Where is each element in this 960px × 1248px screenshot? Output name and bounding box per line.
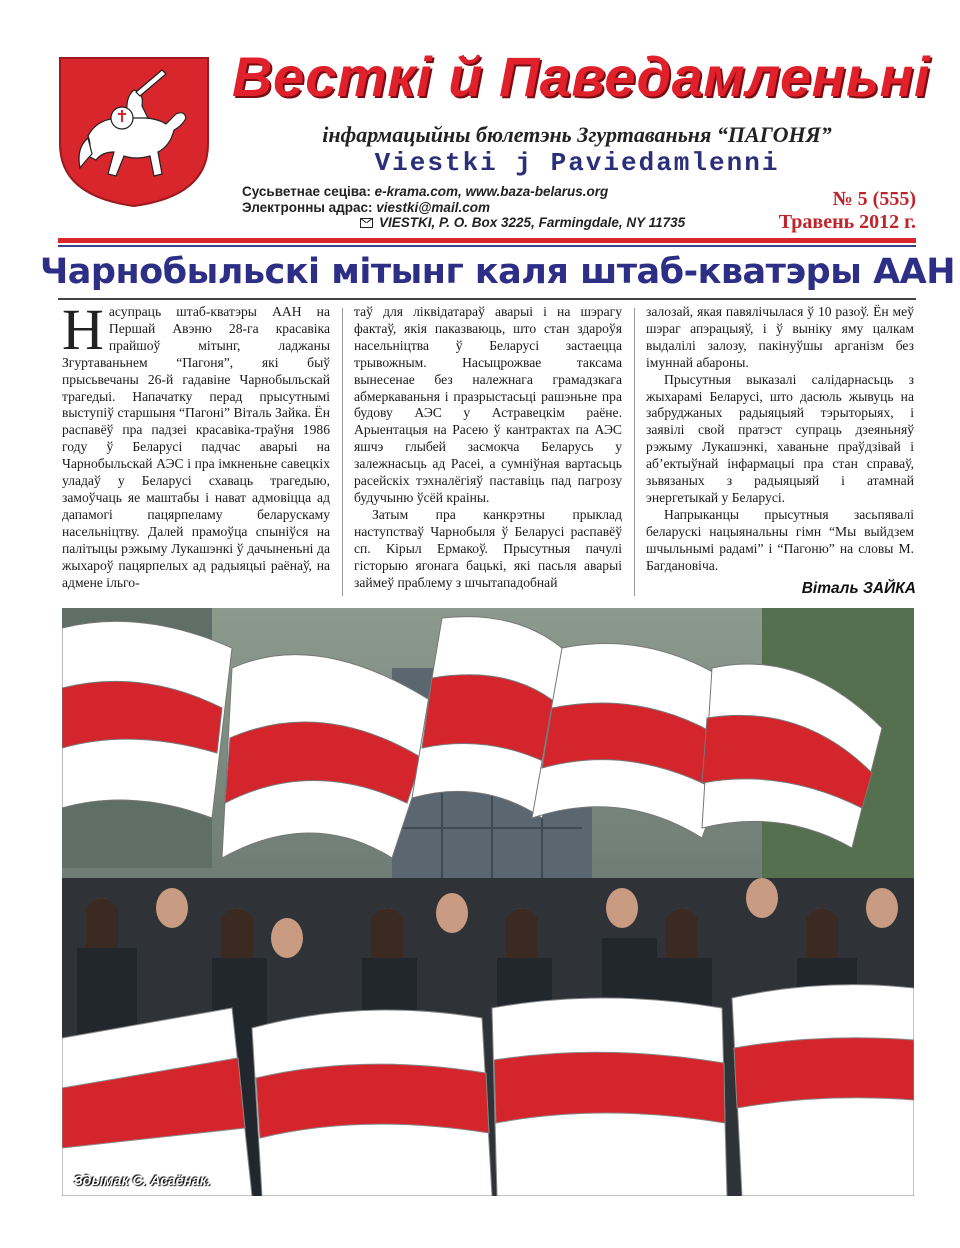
column-divider (342, 308, 343, 596)
email-label: Электронны адрас: (242, 199, 373, 215)
article-body (62, 304, 918, 600)
postal-row (242, 215, 762, 231)
article-paragraph: Напрыканцы прысутныя засьпявалі беларускі нацыянальны гімн “Мы выйдзем шчыльнымі радамі” і “Пагоню” на словы М. Багдановіча. (646, 506, 914, 573)
headline-divider (58, 298, 916, 300)
masthead-latin-title: Viestki j Paviedamlenni (374, 148, 780, 178)
masthead-subtitle: інфармацыйны бюлетэнь Згуртаваньня “ПАГОНЯ” (322, 122, 832, 147)
issue-info (779, 188, 916, 234)
article-column-1 (62, 304, 330, 604)
rally-photo (62, 608, 914, 1196)
article-paragraph: таў для ліквідатараў аварыі і на шэрагу фактаў, якія паказваюць, што стан здароўя насельніцтва ў Беларусі застаецца трывожным. Насыцрожвае таксама вынесенае без належнага грамадзкага абмеркаваньня і празрыстасьці рашэньне пра будову АЭС у Астравецкім раёне. Арыентацыя на Расею ў кантрактах па АЭС яшчэ глыбей засмокча Беларусь у залежнасьць ад Расеі, а сумнiўная вартасьць расейскіх тэхналёгіяў паставіць пад пагрозу будучыню ўсёй краіны. (354, 304, 622, 505)
postal-address: VIESTKI, P. O. Box 3225, Farmingdale, NY 11735 (379, 215, 686, 230)
email-row (242, 200, 762, 216)
article-paragraph: залозай, якая павялічылася ў 10 разоў. Ён меў шэраг апэрацыяў, і ў выніку яму цалкам выдалілі залозу, пакінуўшы арганізм без імуннай абароны. (646, 304, 914, 370)
contact-block (242, 184, 762, 231)
web-label: Сусьветнае сеціва: (242, 184, 371, 199)
issue-number: № 5 (555) (832, 188, 916, 210)
article-column-3 (646, 304, 914, 604)
article-author: Віталь ЗАЙКА (801, 580, 916, 597)
column-divider (634, 308, 635, 596)
pahonia-coat-of-arms-icon (58, 56, 210, 208)
masthead-divider-blue (58, 245, 916, 247)
article-column-2 (354, 304, 622, 604)
email-link[interactable]: viestki@mail.com (376, 199, 490, 215)
envelope-icon (360, 218, 373, 228)
issue-date: Травень 2012 г. (778, 211, 916, 233)
photo-caption: Здымак С. Асаёнак. (74, 1172, 211, 1188)
article-paragraph: Прысутныя выказалі салідарнасьць з жыхарамі Беларусі, што дасюль жывуць на забруджаных радыяцыяй тэрыторыях, і заявілі свой пратэст супраць дзеяньняў рэжыму Лукашэнкі, хаваньне праўдзівай і аб’ектыўнай інфармацыі пра стан справаў, зьвязаных з радыяцыяй і атамнай энергетыкай у Беларусі. (646, 371, 914, 505)
web-row (242, 184, 762, 200)
drop-cap: Н (62, 304, 104, 362)
article-headline: Чарнобыльскі мітынг каля штаб-кватэры ААН (40, 252, 956, 292)
masthead-title: Весткі й Паведамленьні (232, 45, 931, 108)
web-link[interactable]: e-krama.com, www.baza-belarus.org (374, 184, 609, 199)
article-paragraph: Насупраць штаб-кватэры ААН на Першай Авэню 28-га красавіка прайшоў мітынг, ладжаны Згуртаваньнем “Пагоня”, які быў прысьвечаны 26-й гадавіне Чарнобыльскай трагедыі. Напачатку перад прысутнымі выступіў старшыня “Пагоні” Віталь Зайка. Ён распавёў пра падзеі красавіка-траўня 1986 году ў Беларусі падчас аварыі на Чарнобыльскай АЭС і пра імкненьне савецкіх уладаў у Беларусі схаваць трагедыю, замоўчаць яе маштабы і нават адмовіцца ад дапамогі пацярпеламу беларускаму насельніцтву. Далей прамоўца спыніўся на палітыцы рэжыму Лукашэнкі ў дачыненьні да жыхароў пацярпелых ад радыяцыі раёнаў, на адмене ільго- (62, 304, 330, 590)
article-paragraph: Затым пра канкрэтны прыклад наступстваў Чарнобыля ў Беларусі распавёў сп. Кірыл Ермакоў. Прысутныя пачулі гісторыю ягонага бацькі, які пасьля аварыі займеў праблему з шчытападобнай (354, 506, 622, 590)
masthead-divider-red (58, 238, 916, 243)
